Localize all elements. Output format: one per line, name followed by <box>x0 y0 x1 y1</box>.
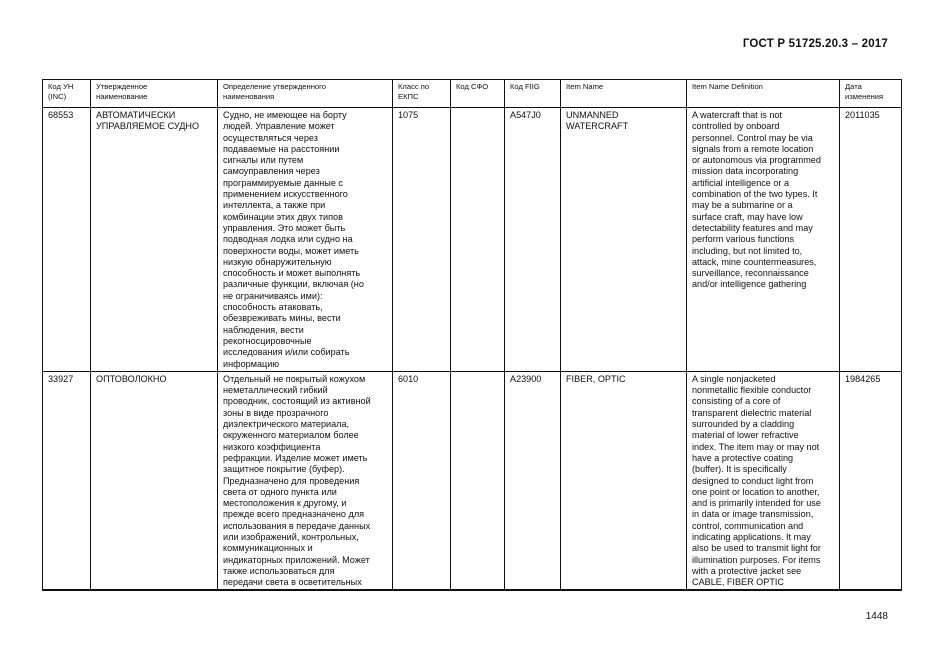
text-line: surrounded by a cladding <box>692 419 795 430</box>
definition-en-cell <box>687 108 840 372</box>
text-line: illumination purposes. For items <box>692 554 821 565</box>
text-line: control, communication and <box>692 520 804 531</box>
text-line: УПРАВЛЯЕМОЕ СУДНО <box>96 121 200 132</box>
text-line: combination of the two types. It <box>692 189 818 200</box>
text-line: Предназначено для проведения <box>223 475 360 486</box>
header-label-line: Определение утвержденного <box>223 82 326 91</box>
text-line: may be a submarine or a <box>692 200 793 211</box>
text-line: защитное покрытие (буфер). <box>223 464 345 475</box>
text-line: A watercraft that is not <box>692 110 782 120</box>
class-ekps-cell: 6010 <box>393 371 451 590</box>
text-line: index. The item may or may not <box>692 441 820 452</box>
page-number: 1448 <box>865 611 888 622</box>
header-label-line: Дата <box>845 82 862 91</box>
header-label-line: ЕКПС <box>398 92 419 101</box>
text-line: применением искусственного <box>223 189 348 200</box>
text-line: подводная лодка или судно на <box>223 234 353 245</box>
text-line: with a protective jacket see <box>692 565 802 576</box>
text-line: поверхности воды, может иметь <box>223 245 359 256</box>
text-line: mission data incorporating <box>692 166 799 177</box>
item-name-cell <box>561 371 687 590</box>
text-line: осуществляться через <box>223 132 318 143</box>
text-line: one point or location to another, <box>692 486 820 497</box>
header-approved-name <box>91 80 218 108</box>
text-line: индикаторных приложений. Может <box>223 554 370 565</box>
text-line: CABLE, FIBER OPTIC <box>692 577 784 588</box>
header-label-line: Класс по <box>398 82 430 91</box>
text-line: способность и может выполнять <box>223 268 361 279</box>
text-line: also be used to transmit light for <box>692 543 821 554</box>
text-line: коммуникационных и <box>223 543 313 554</box>
text-line: окруженного материалом более <box>223 430 359 441</box>
text-line: проводник, состоящий из активной <box>223 396 371 407</box>
header-item-name <box>561 80 687 108</box>
inc-cell: 33927 <box>43 371 91 590</box>
item-name-cell <box>561 108 687 372</box>
text-line: Отдельный не покрытый кожухом <box>223 373 366 384</box>
text-line: способность атаковать, <box>223 302 323 313</box>
document-standard-number: ГОСТ Р 51725.20.3 – 2017 <box>742 38 888 50</box>
header-label-line: Код FIIG <box>510 82 540 91</box>
text-line: consisting of a core of <box>692 396 781 407</box>
text-line: or autonomous via programmed <box>692 155 821 166</box>
text-line: detectability features and may <box>692 222 813 233</box>
text-line: transparent dielectric material <box>692 407 812 418</box>
text-line: наблюдения, вести <box>223 324 304 335</box>
text-line: людей. Управление может <box>223 121 335 132</box>
text-line: программируемые данные с <box>223 177 343 188</box>
class-ekps-cell: 1075 <box>393 108 451 372</box>
header-definition-ru <box>218 80 393 108</box>
text-line: информацию <box>223 358 280 369</box>
header-label-line: изменения <box>845 92 884 101</box>
header-code-fiig <box>505 80 561 108</box>
text-line: attack, mine countermeasures, <box>692 256 817 267</box>
text-line: обезвреживать мины, вести <box>223 313 341 324</box>
header-label-line: Утвержденное <box>96 82 148 91</box>
definition-en-cell <box>687 371 840 590</box>
header-code-sfo <box>451 80 505 108</box>
text-line: местоположения к другому, и <box>223 498 347 509</box>
inc-cell: 68553 <box>43 108 91 372</box>
header-definition-en <box>687 80 840 108</box>
header-label-line: наименования <box>223 92 275 101</box>
approved-name-cell <box>91 371 218 590</box>
approved-name-cell <box>91 108 218 372</box>
text-line: или изображений, контрольных, <box>223 531 359 542</box>
text-line: personnel. Control may be via <box>692 132 813 143</box>
text-line: управления. Это может быть <box>223 222 346 233</box>
code-fiig-cell: A23900 <box>505 371 561 590</box>
header-change-date <box>840 80 902 108</box>
header-label-line: (INC) <box>48 92 67 101</box>
code-sfo-cell <box>451 371 505 590</box>
header-label-line: Item Name Definition <box>692 82 763 91</box>
code-sfo-cell <box>451 108 505 372</box>
header-label-line: Код СФО <box>456 82 489 91</box>
text-line: подаваемые на расстоянии <box>223 143 340 154</box>
text-line: FIBER, OPTIC <box>566 373 626 384</box>
header-class-ekps <box>393 80 451 108</box>
text-line: Судно, не имеющее на борту <box>223 110 347 120</box>
text-line: комбинации этих двух типов <box>223 211 343 222</box>
change-date-cell: 2011035 <box>840 108 902 372</box>
text-line: рекогносцировочные <box>223 335 312 346</box>
text-line: indicating applications. It may <box>692 531 811 542</box>
header-label-line: Код УН <box>48 82 74 91</box>
text-line: UNMANNED <box>566 110 619 120</box>
text-line: АВТОМАТИЧЕСКИ <box>96 110 176 120</box>
text-line: низкого коэффициента <box>223 441 321 452</box>
text-line: material of lower refractive <box>692 430 799 441</box>
text-line: диэлектрического материала, <box>223 419 350 430</box>
text-line: and is primarily intended for use <box>692 498 821 509</box>
text-line: интеллекта, а также при <box>223 200 326 211</box>
code-fiig-cell: A547J0 <box>505 108 561 372</box>
text-line: ОПТОВОЛОКНО <box>96 373 167 384</box>
text-line: including, but not limited to, <box>692 245 803 256</box>
text-line: perform various functions <box>692 234 795 245</box>
change-date-cell: 1984265 <box>840 371 902 590</box>
text-line: designed to conduct light from <box>692 475 814 486</box>
item-names-table <box>42 79 902 591</box>
text-line: surface craft, may have low <box>692 211 803 222</box>
text-line: and/or intelligence gathering <box>692 279 807 290</box>
text-line: (buffer). It is specifically <box>692 464 787 475</box>
header-inc <box>43 80 91 108</box>
table-header-row <box>43 80 902 108</box>
text-line: have a protective coating <box>692 452 794 463</box>
header-label-line: наименование <box>96 92 148 101</box>
text-line: исследования и/или собирать <box>223 347 350 358</box>
text-line: сигналы или путем <box>223 155 304 166</box>
text-line: света от одного пункта или <box>223 486 337 497</box>
text-line: использования в передаче данных <box>223 520 371 531</box>
text-line: artificial intelligence or a <box>692 177 790 188</box>
text-line: неметаллический гибкий <box>223 385 328 396</box>
header-label-line: Item Name <box>566 82 604 91</box>
text-line: зоны в виде прозрачного <box>223 407 329 418</box>
text-line: низкую обнаружительную <box>223 256 332 267</box>
definition-ru-cell <box>218 371 393 590</box>
text-line: signals from a remote location <box>692 143 814 154</box>
text-line: самоуправления через <box>223 166 320 177</box>
text-line: передачи света в осветительных <box>223 577 362 588</box>
text-line: различные функции, включая (но <box>223 279 364 290</box>
table-row <box>43 108 902 372</box>
text-line: прежде всего предназначено для <box>223 509 365 520</box>
text-line: nonmetallic flexible conductor <box>692 385 812 396</box>
text-line: также использоваться для <box>223 565 335 576</box>
text-line: in data or image transmission, <box>692 509 814 520</box>
text-line: controlled by onboard <box>692 121 780 132</box>
text-line: не ограничиваясь ими): <box>223 290 323 301</box>
text-line: WATERCRAFT <box>566 121 629 132</box>
text-line: A single nonjacketed <box>692 373 776 384</box>
text-line: рефракции. Изделие может иметь <box>223 452 368 463</box>
definition-ru-cell <box>218 108 393 372</box>
table-row <box>43 371 902 590</box>
text-line: surveillance, reconnaissance <box>692 268 809 279</box>
